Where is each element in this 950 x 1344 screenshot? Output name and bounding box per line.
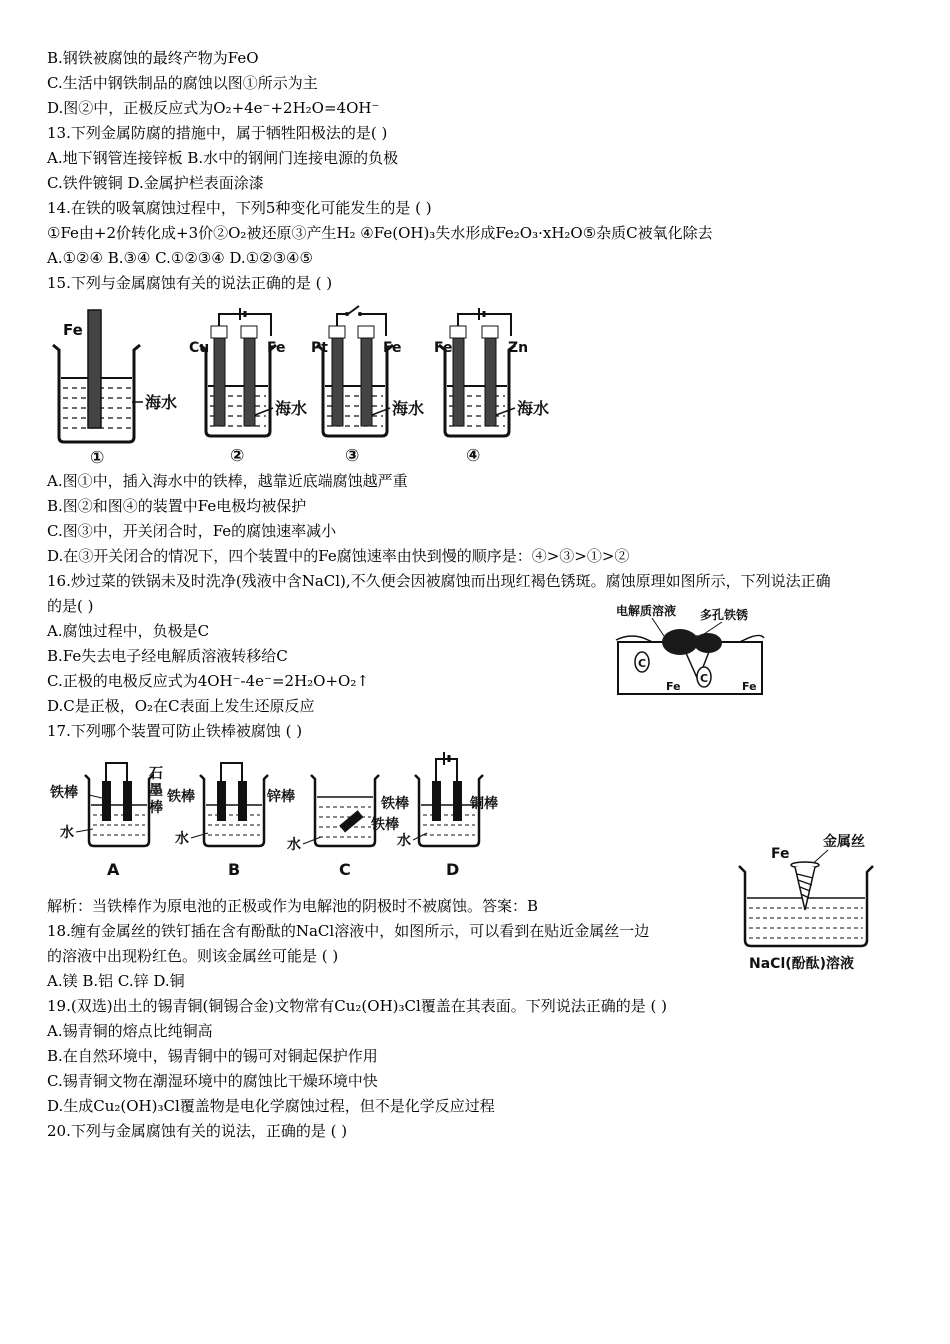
seawater-label-3: 海水	[392, 399, 425, 418]
question-13: 13.下列金属防腐的措施中，属于牺牲阳极法的是( )	[47, 124, 388, 142]
rust-label: 多孔铁锈	[700, 608, 749, 622]
water-label-b: 水	[175, 831, 189, 847]
copper-rod-label: 铜棒	[470, 796, 498, 812]
solution-label: NaCl(酚酞)溶液	[749, 956, 855, 972]
beaker-3	[311, 306, 424, 466]
fe-label-3: Fe	[383, 340, 402, 356]
option-19b: B.在自然环境中，锡青铜中的锡可对铜起保护作用	[47, 1047, 378, 1065]
beaker-number-1: ①	[90, 448, 105, 468]
analysis-17: 解析：当铁棒作为原电池的正极或作为电解池的阴极时不被腐蚀。答案：B	[47, 897, 539, 915]
question-15: 15.下列与金属腐蚀有关的说法正确的是 ( )	[47, 274, 333, 292]
label-b: B	[228, 860, 241, 879]
option-12d: D.图②中，正极反应式为O₂+4e⁻+2H₂O=4OH⁻	[47, 99, 380, 117]
options-13-ab: A.地下钢管连接锌板 B.水中的钢闸门连接电源的负极	[47, 149, 399, 167]
device-b	[166, 763, 295, 879]
seawater-label-1: 海水	[145, 393, 178, 412]
option-15b: B.图②和图④的装置中Fe电极均被保护	[47, 497, 307, 515]
option-15d: D.在③开关闭合的情况下，四个装置中的Fe腐蚀速率由快到慢的顺序是：④>③>①>②	[47, 547, 630, 565]
fe-label-1: Fe	[63, 321, 83, 339]
fe-label-2: Fe	[267, 340, 286, 356]
device-a	[49, 763, 163, 879]
question-18: 18.缠有金属丝的铁钉插在含有酚酞的NaCl溶液中，如图所示，可以看到在贴近金属丝一边	[47, 922, 650, 940]
question-16: 16.炒过菜的铁锅未及时洗净(残液中含NaCl),不久便会因被腐蚀而出现红褐色锈斑。腐蚀原理如图所示，下列说法正确	[47, 572, 831, 590]
question-20: 20.下列与金属腐蚀有关的说法，正确的是 ( )	[47, 1122, 348, 1140]
electrolyte-label: 电解质溶液	[616, 604, 677, 618]
options-14: A.①②④ B.③④ C.①②③④ D.①②③④⑤	[47, 249, 313, 267]
water-label-d: 水	[397, 833, 411, 849]
iron-rod-label-c: 铁棒	[371, 817, 399, 833]
question-19: 19.(双选)出土的锡青铜(铜锡合金)文物常有Cu₂(OH)₃Cl覆盖在其表面。下列说法正确的是 ( )	[47, 997, 668, 1015]
beaker-number-2: ②	[230, 446, 245, 466]
cu-label: Cu	[189, 340, 210, 356]
option-19a: A.锡青铜的熔点比纯铜高	[47, 1022, 213, 1040]
iron-rod-label-d: 铁棒	[381, 796, 409, 812]
iron-rod-label-b: 铁棒	[167, 789, 195, 805]
option-19d: D.生成Cu₂(OH)₃Cl覆盖物是电化学腐蚀过程，但不是化学反应过程	[47, 1097, 495, 1115]
question-16-cont: 的是( )	[47, 597, 94, 615]
figure-18-nail	[733, 828, 883, 974]
option-15a: A.图①中，插入海水中的铁棒，越靠近底端腐蚀越严重	[47, 472, 408, 490]
fe-label-18: Fe	[771, 846, 790, 862]
graphite-label-3: 棒	[149, 800, 163, 816]
c-label-1: C	[638, 657, 647, 670]
seawater-label-2: 海水	[275, 399, 308, 418]
graphite-label-2: 墨	[149, 783, 163, 799]
beaker-number-3: ③	[345, 446, 360, 466]
label-c: C	[339, 860, 351, 879]
option-16c: C.正极的电极反应式为4OH⁻-4e⁻=2H₂O+O₂↑	[47, 672, 369, 690]
zn-label: Zn	[508, 340, 529, 356]
question-17: 17.下列哪个装置可防止铁棒被腐蚀 ( )	[47, 722, 303, 740]
graphite-label-1: 石	[149, 766, 163, 782]
water-label-a: 水	[60, 825, 74, 841]
question-14-items: ①Fe由+2价转化成+3价②O₂被还原③产生H₂ ④Fe(OH)₃失水形成Fe₂O₃·xH₂O⑤杂质C被氧化除去	[47, 224, 713, 242]
pt-label: Pt	[311, 340, 328, 356]
question-18-cont: 的溶液中出现粉红色。则该金属丝可能是 ( )	[47, 947, 339, 965]
options-18: A.镁 B.铝 C.锌 D.铜	[47, 972, 185, 990]
option-16a: A.腐蚀过程中，负极是C	[47, 622, 210, 640]
beaker-1	[53, 310, 177, 468]
option-15c: C.图③中，开关闭合时，Fe的腐蚀速率减小	[47, 522, 337, 540]
option-12b: B.钢铁被腐蚀的最终产物为FeO	[47, 49, 259, 67]
beaker-4	[434, 308, 549, 466]
fe-label-4: Fe	[434, 340, 453, 356]
options-13-cd: C.铁件镀铜 D.金属护栏表面涂漆	[47, 174, 264, 192]
iron-rod-label-a: 铁棒	[50, 785, 78, 801]
question-14: 14.在铁的吸氧腐蚀过程中，下列5种变化可能发生的是 ( )	[47, 199, 432, 217]
fe-label-right: Fe	[742, 680, 757, 693]
device-c	[287, 775, 399, 879]
option-19c: C.锡青铜文物在潮湿环境中的腐蚀比干燥环境中快	[47, 1072, 378, 1090]
label-d: D	[446, 860, 460, 879]
option-16b: B.Fe失去电子经电解质溶液转移给C	[47, 647, 288, 665]
label-a: A	[107, 860, 120, 879]
option-12c: C.生活中钢铁制品的腐蚀以图①所示为主	[47, 74, 318, 92]
water-label-c: 水	[287, 837, 301, 853]
beaker-number-4: ④	[466, 446, 481, 466]
figure-17-devices	[45, 745, 515, 885]
wire-label: 金属丝	[823, 834, 865, 850]
seawater-label-4: 海水	[517, 399, 550, 418]
fe-label-left: Fe	[666, 680, 681, 693]
beaker-2	[189, 308, 307, 466]
device-d	[380, 752, 498, 879]
figure-16-rust	[612, 602, 768, 702]
c-label-2: C	[700, 672, 709, 685]
option-16d: D.C是正极，O₂在C表面上发生还原反应	[47, 697, 315, 715]
figure-15-beakers	[45, 300, 565, 468]
zinc-rod-label: 锌棒	[267, 789, 295, 805]
